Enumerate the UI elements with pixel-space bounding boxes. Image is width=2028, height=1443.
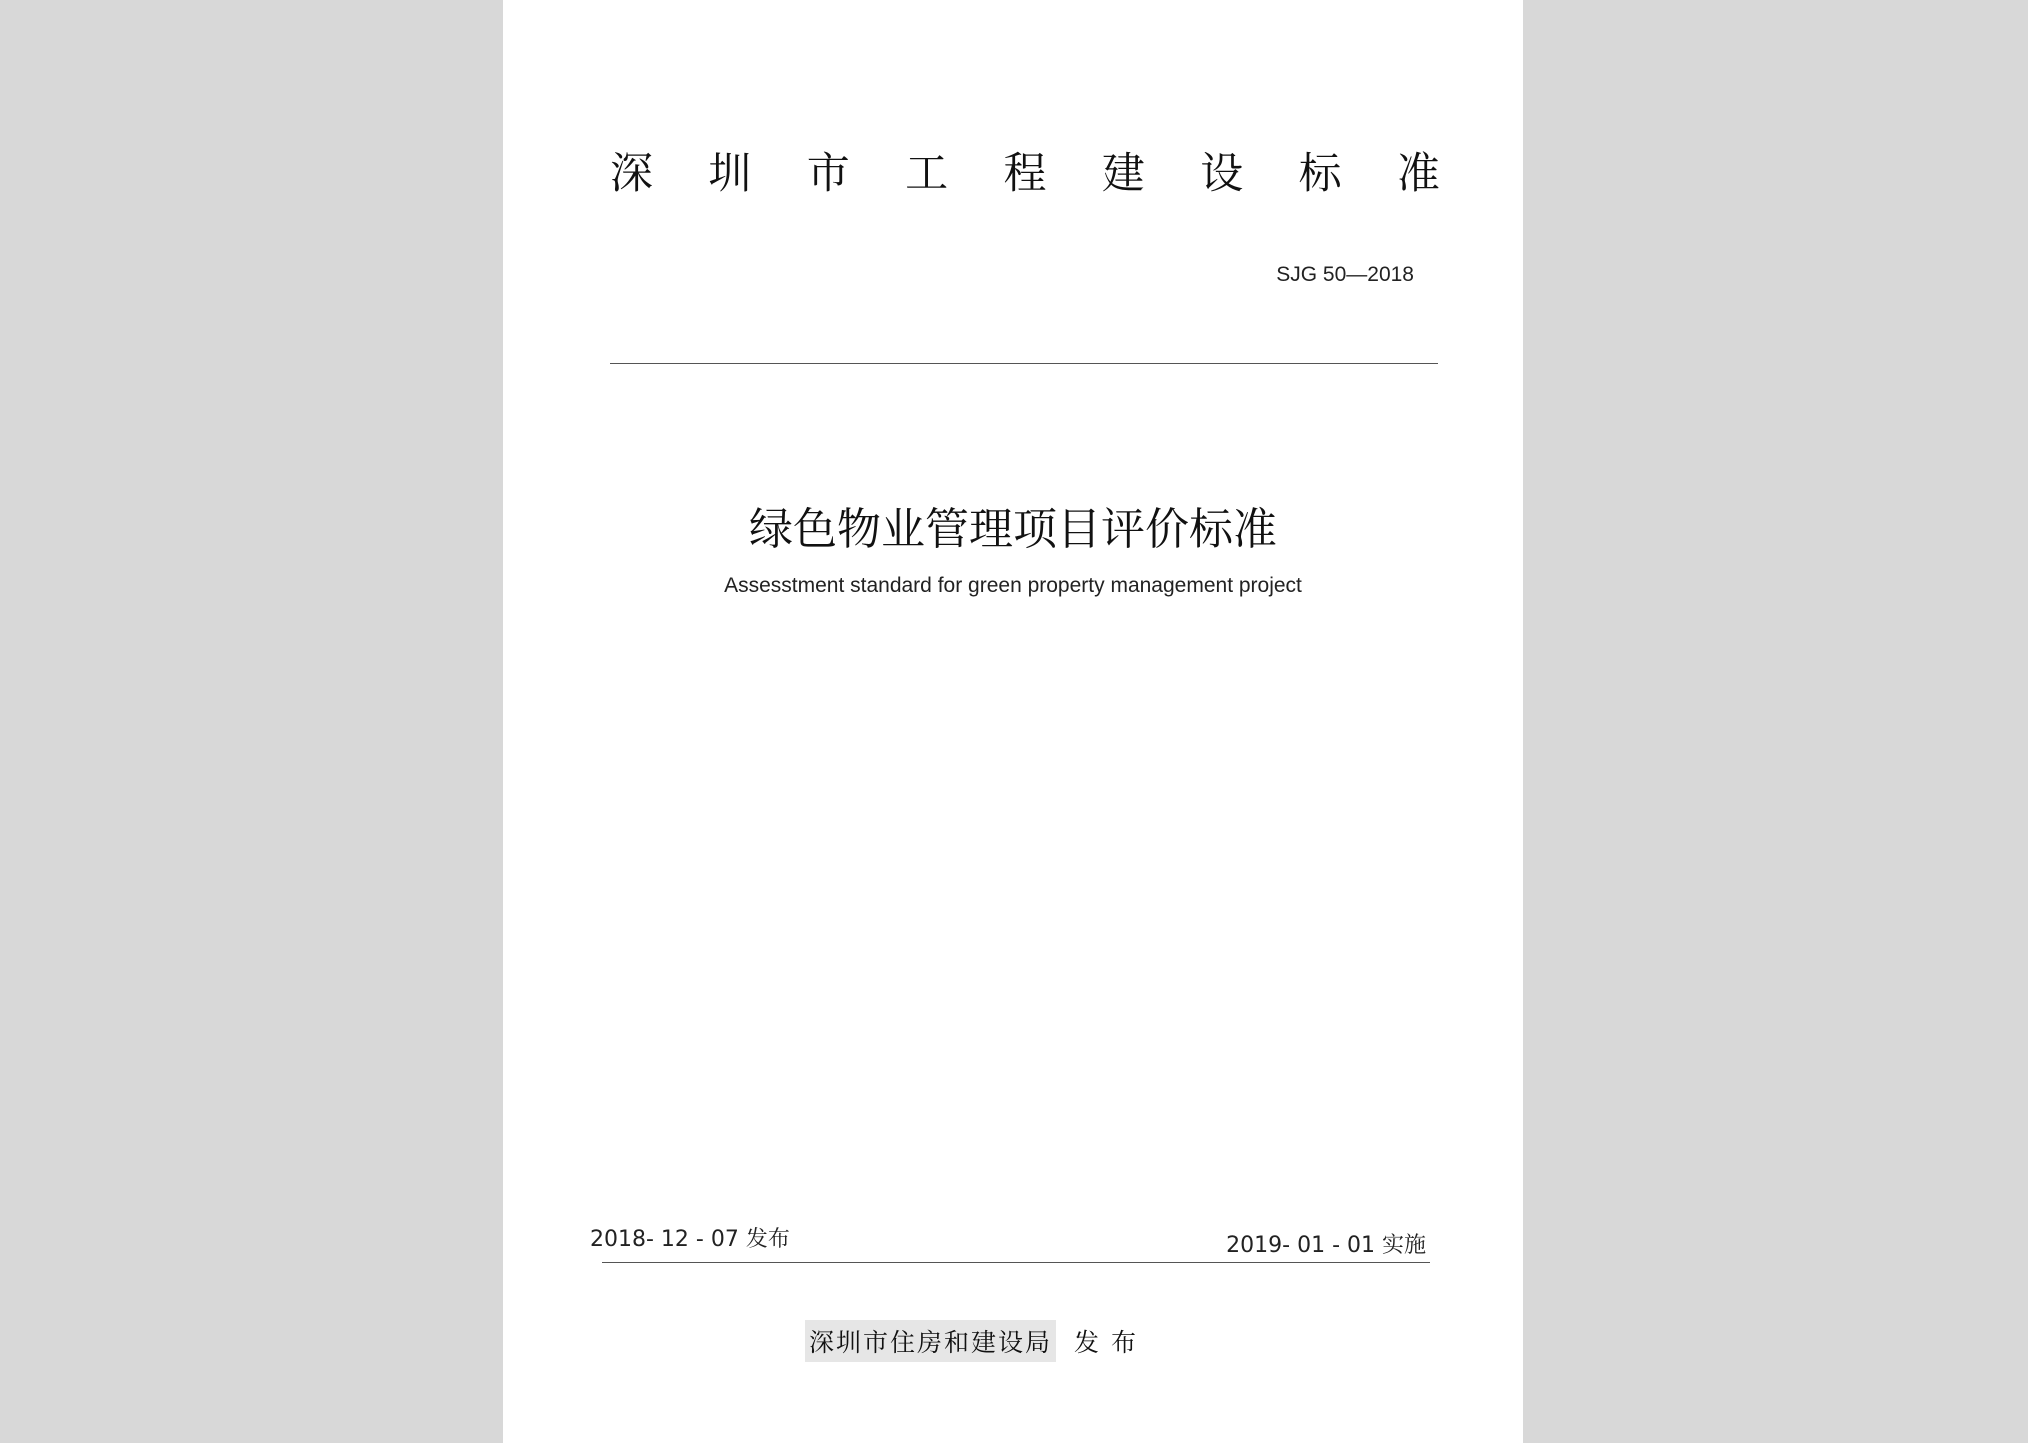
series-title-char: 工 xyxy=(905,149,949,199)
series-title-char: 圳 xyxy=(708,149,752,199)
document-title: 绿色物业管理项目评价标准 xyxy=(749,504,1277,555)
series-title-char: 深 xyxy=(610,149,653,199)
series-title-char: 市 xyxy=(806,149,850,199)
series-title xyxy=(610,140,1440,201)
publisher xyxy=(805,1320,1148,1362)
series-title-char: 建 xyxy=(1101,149,1145,199)
publisher-name: 深圳市住房和建设局 xyxy=(805,1320,1056,1362)
standard-code: SJG 50—2018 xyxy=(1276,263,1414,286)
series-title-char: 准 xyxy=(1397,149,1440,199)
document-page xyxy=(503,0,1523,1443)
issue-date: 2018- 12 - 07 发布 xyxy=(590,1227,790,1252)
document-title-english: Assesstment standard for green property management project xyxy=(724,574,1302,597)
series-title-char: 标 xyxy=(1298,149,1342,199)
publisher-action: 发布 xyxy=(1074,1328,1149,1357)
effective-date: 2019- 01 - 01 实施 xyxy=(1226,1233,1426,1258)
bottom-divider xyxy=(602,1262,1430,1263)
series-title-char: 程 xyxy=(1003,149,1047,199)
series-title-char: 设 xyxy=(1200,149,1244,199)
top-divider xyxy=(610,363,1438,364)
